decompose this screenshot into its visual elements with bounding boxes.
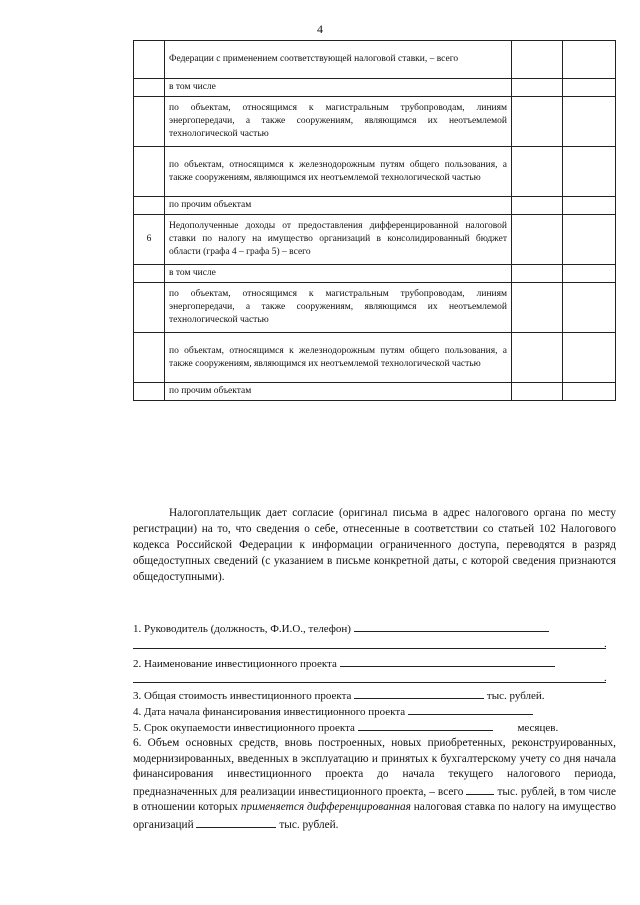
value-cell[interactable] <box>563 215 616 265</box>
field-payback <box>133 719 616 736</box>
row-number <box>134 333 165 383</box>
field-head-label: 1. Руководитель (должность, Ф.И.О., телефон) <box>133 623 351 635</box>
field-project-name-input[interactable] <box>340 655 555 667</box>
row-label: в том числе <box>165 265 512 283</box>
field-start-date-label: 4. Дата начала финансирования инвестиционного проекта <box>133 706 406 718</box>
value-cell[interactable] <box>563 333 616 383</box>
field-fixed-assets-text2: тыс. рублей, в том числе в отношении которых <box>133 785 616 814</box>
row-label: по прочим объектам <box>165 197 512 215</box>
row-label: по прочим объектам <box>165 383 512 401</box>
value-cell[interactable] <box>563 197 616 215</box>
field-head-line2[interactable] <box>133 648 606 649</box>
value-cell[interactable] <box>512 41 563 79</box>
table-row <box>134 41 616 79</box>
field-head-input[interactable] <box>354 620 549 632</box>
row-number <box>134 41 165 79</box>
field-payback-input[interactable] <box>358 719 493 731</box>
value-cell[interactable] <box>563 147 616 197</box>
table-row <box>134 147 616 197</box>
consent-paragraph <box>133 505 616 585</box>
value-cell[interactable] <box>563 265 616 283</box>
row-label: в том числе <box>165 79 512 97</box>
row-number <box>134 283 165 333</box>
value-cell[interactable] <box>512 79 563 97</box>
value-cell[interactable] <box>512 333 563 383</box>
value-cell[interactable] <box>512 283 563 333</box>
field-fixed-assets <box>133 736 616 834</box>
indicator-table <box>133 40 616 401</box>
field-payback-label: 5. Срок окупаемости инвестиционного проекта <box>133 722 355 734</box>
field-fixed-assets-unit: тыс. рублей. <box>279 818 339 831</box>
row-number <box>134 265 165 283</box>
field-total-cost-input[interactable] <box>354 687 484 699</box>
value-cell[interactable] <box>512 147 563 197</box>
field-fixed-assets-diff-input[interactable] <box>196 816 276 828</box>
table-row <box>134 197 616 215</box>
table-row <box>134 333 616 383</box>
value-cell[interactable] <box>563 41 616 79</box>
row-label: по объектам, относящимся к магистральным трубопроводам, линиям энергопередачи, а также сооружениям, являющимся их неотъемлемой технологической частью <box>165 283 512 333</box>
field-total-cost-unit: тыс. рублей. <box>486 690 545 702</box>
field-fixed-assets-text: 6. Объем основных средств, вновь построенных, новых приобретенных, реконструированных, модернизированных, введенных в эксплуатацию и принятых к бухгалтерскому учету со дня начала финансирования инвестиционного проекта до начала текущего налогового периода, предназначенных для реализации инвестиционного проекта, – всего <box>133 737 616 798</box>
value-cell[interactable] <box>512 215 563 265</box>
row-label: по объектам, относящимся к железнодорожным путям общего пользования, а также сооружениям, являющимся их неотъемлемой технологической частью <box>165 147 512 197</box>
field-fixed-assets-italic: применяется дифференцированная <box>240 801 411 814</box>
page-number: 4 <box>317 22 323 36</box>
field-total-cost-label: 3. Общая стоимость инвестиционного проекта <box>133 690 352 702</box>
row-number <box>134 383 165 401</box>
field-project-name-label: 2. Наименование инвестиционного проекта <box>133 658 337 670</box>
field-project-name <box>133 655 616 672</box>
field-project-name-dot: . <box>604 672 607 684</box>
row-label: по объектам, относящимся к железнодорожным путям общего пользования, а также сооружениям, являющимся их неотъемлемой технологической частью <box>165 333 512 383</box>
row-number <box>134 197 165 215</box>
row-number <box>134 79 165 97</box>
value-cell[interactable] <box>563 283 616 333</box>
row-number <box>134 147 165 197</box>
consent-text: Налогоплательщик дает согласие (оригинал письма в адрес налогового органа по месту регистрации) на то, что сведения о себе, отнесенные в соответствии со статьей 102 Налогового кодекса Российской Федерации к информации ограниченного доступа, переводятся в разряд общедоступных сведений (с указанием в письме конкретной даты, с которой сведения признаются общедоступными). <box>133 507 616 583</box>
table-row <box>134 383 616 401</box>
field-start-date <box>133 703 616 720</box>
field-payback-unit: месяцев. <box>517 722 559 734</box>
field-project-name-line2[interactable] <box>133 682 606 683</box>
table-row <box>134 79 616 97</box>
table-row <box>134 265 616 283</box>
value-cell[interactable] <box>563 79 616 97</box>
table-row <box>134 215 616 265</box>
field-head-dot: . <box>604 638 607 650</box>
field-fixed-assets-text3: налоговая ставка по налогу на имущество организаций <box>133 801 617 831</box>
row-number <box>134 97 165 147</box>
table-row <box>134 283 616 333</box>
row-label: по объектам, относящимся к магистральным трубопроводам, линиям энергопередачи, а также сооружениям, являющимся их неотъемлемой технологической частью <box>165 97 512 147</box>
field-total-cost <box>133 687 616 704</box>
row-label: Федерации с применением соответствующей налоговой ставки, – всего <box>165 41 512 79</box>
table-row <box>134 97 616 147</box>
value-cell[interactable] <box>563 383 616 401</box>
value-cell[interactable] <box>512 383 563 401</box>
value-cell[interactable] <box>512 197 563 215</box>
row-number: 6 <box>134 215 165 265</box>
field-fixed-assets-total-input[interactable] <box>466 783 494 795</box>
row-label: Недополученные доходы от предоставления дифференцированной налоговой ставки по налогу на имущество организаций в консолидированный бюджет области (графа 4 – графа 5) – всего <box>165 215 512 265</box>
value-cell[interactable] <box>512 97 563 147</box>
field-start-date-input[interactable] <box>408 703 533 715</box>
field-head <box>133 620 616 637</box>
value-cell[interactable] <box>512 265 563 283</box>
value-cell[interactable] <box>563 97 616 147</box>
